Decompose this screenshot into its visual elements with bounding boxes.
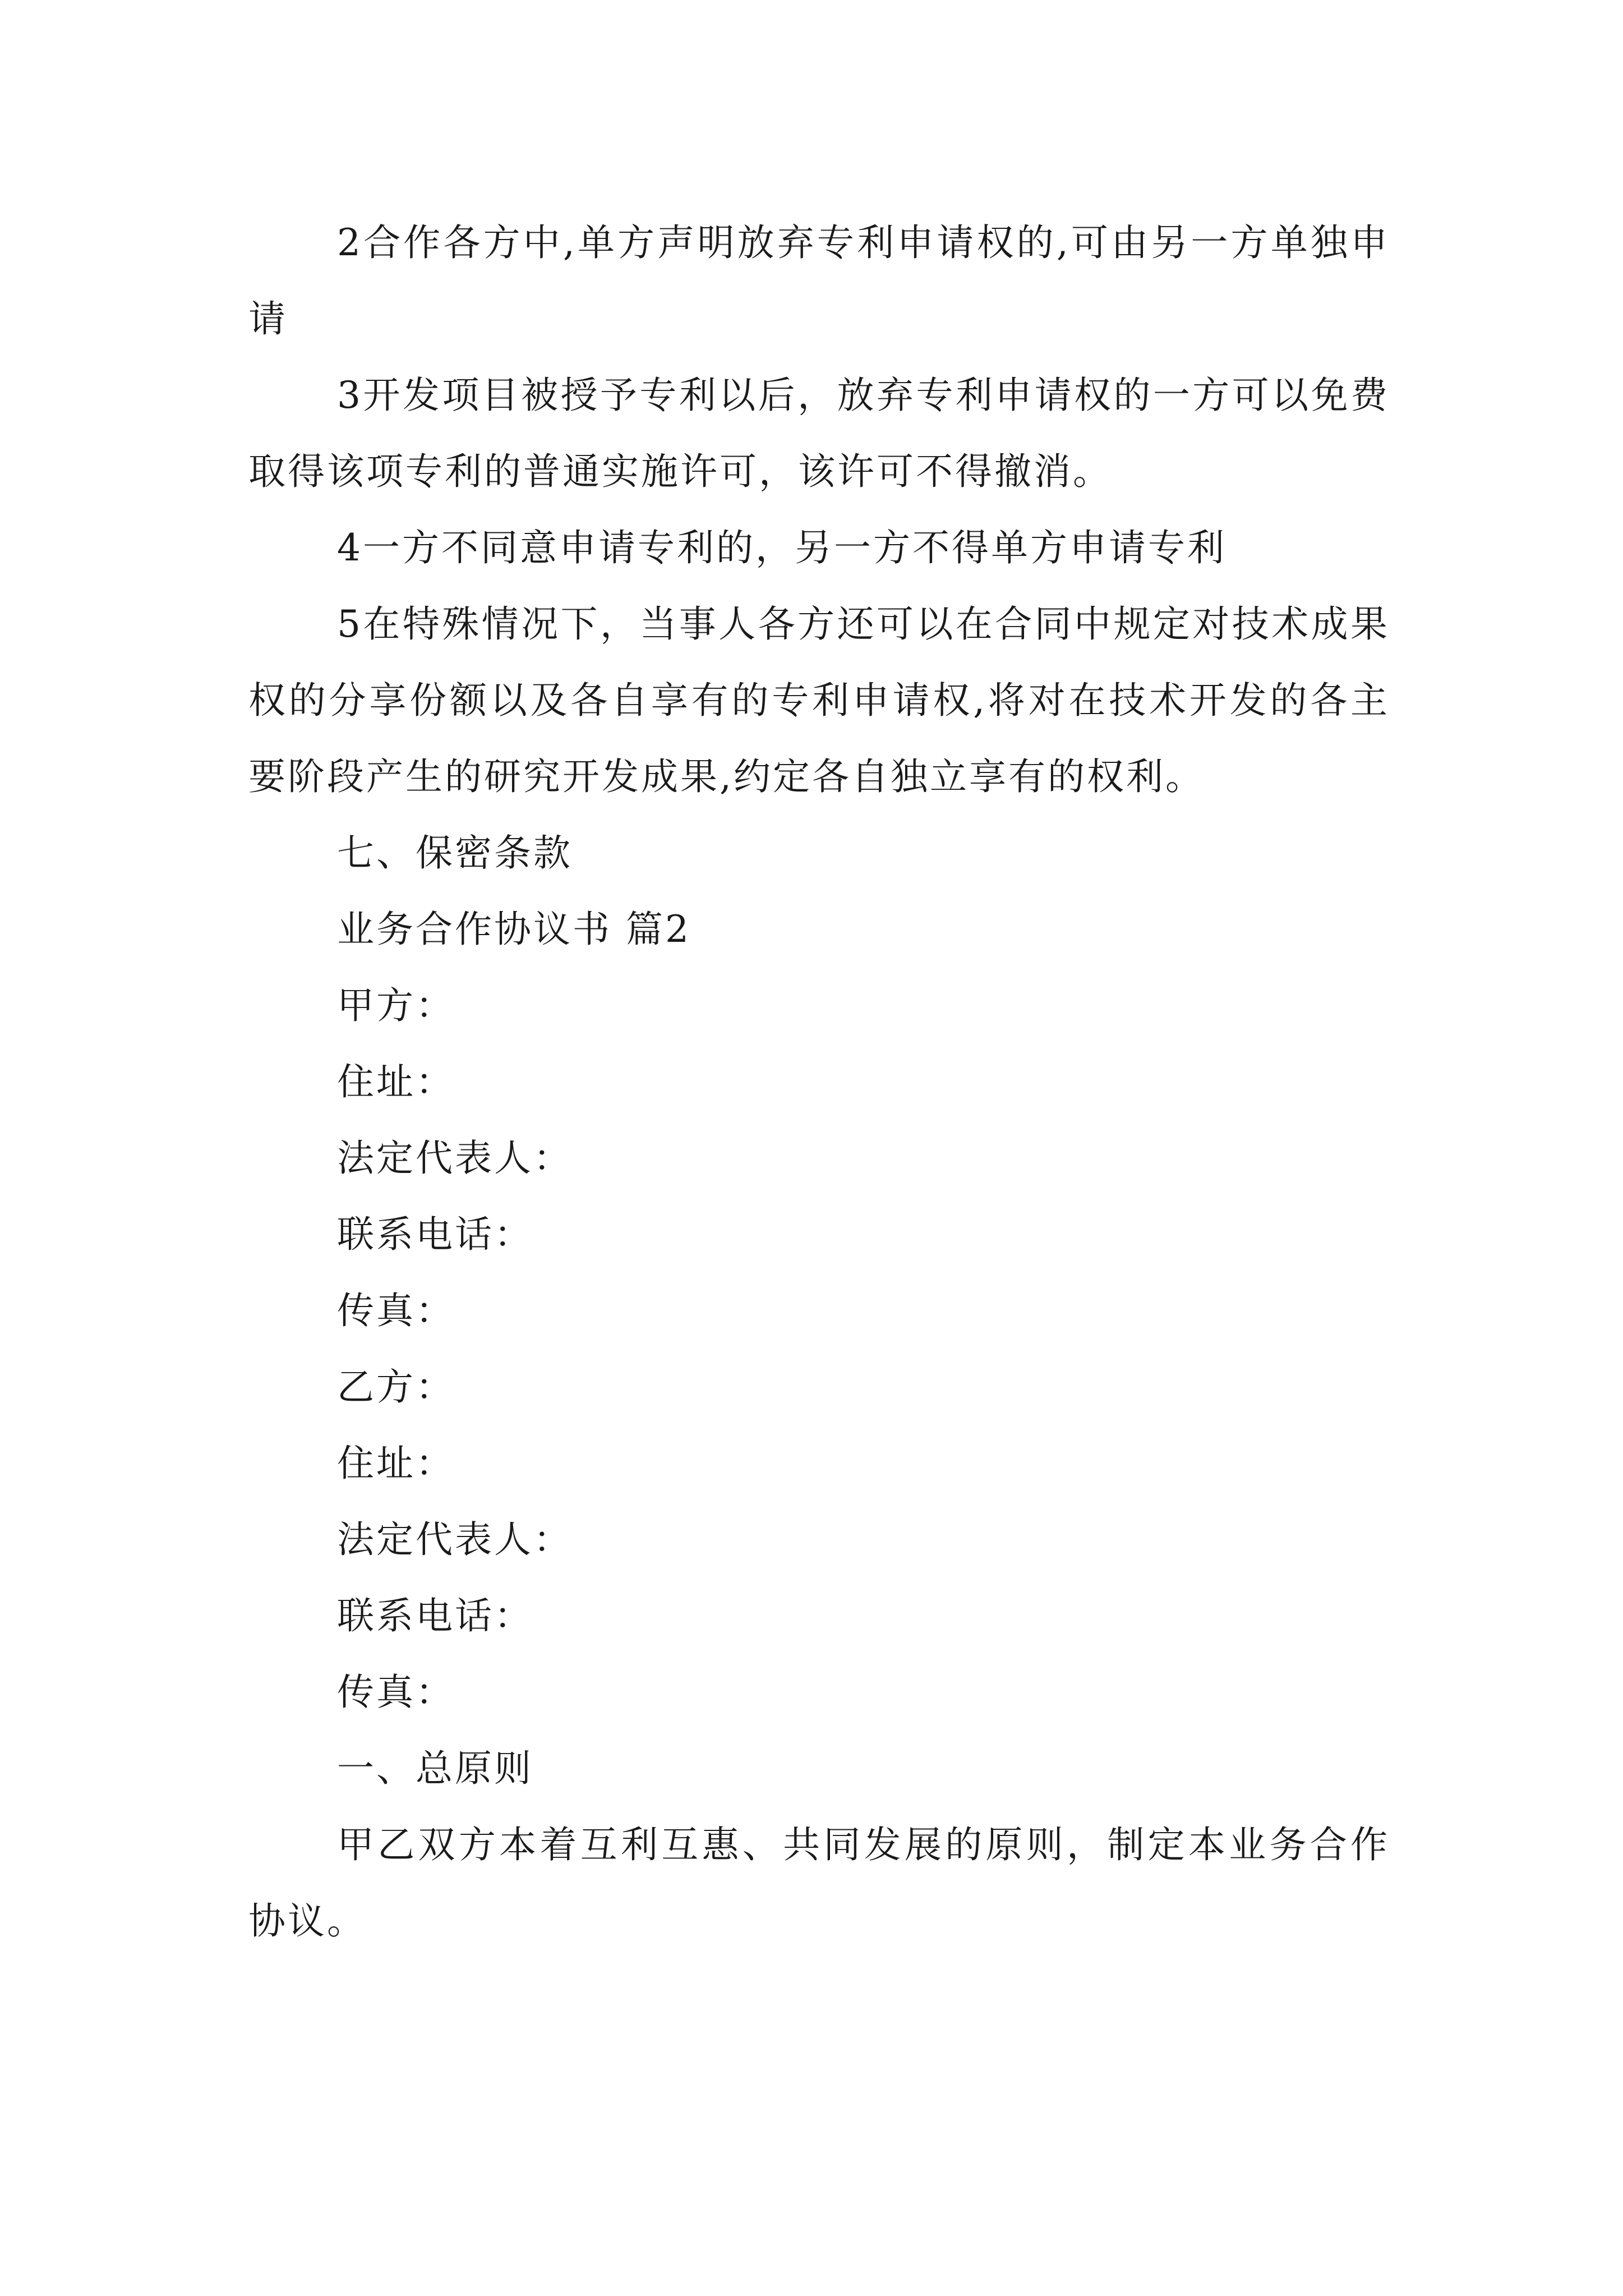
general-principles-paragraph: 甲乙双方本着互利互惠、共同发展的原则，制定本业务合作协议。	[248, 1823, 1390, 1943]
document-body	[248, 205, 1390, 1959]
clause-2-paragraph: 2合作各方中,单方声明放弃专利申请权的,可由另一方单独申请	[248, 221, 1390, 341]
party-b-address-label: 住址：	[337, 1442, 455, 1485]
section-heading-general-principles: 一、总原则	[337, 1747, 533, 1790]
party-b-fax-label: 传真：	[337, 1671, 455, 1714]
party-b-label: 乙方：	[337, 1365, 455, 1409]
clause-4-paragraph: 4一方不同意申请专利的，另一方不得单方申请专利	[337, 526, 1227, 569]
clause-3-paragraph: 3开发项目被授予专利以后，放弃专利申请权的一方可以免费取得该项专利的普通实施许可，该许可不得撤消。	[248, 374, 1390, 493]
party-b-phone-label: 联系电话：	[337, 1594, 533, 1637]
party-a-fax-label: 传真：	[337, 1289, 455, 1332]
party-a-phone-label: 联系电话：	[337, 1213, 533, 1256]
party-a-label: 甲方：	[337, 984, 455, 1027]
party-a-address-label: 住址：	[337, 1060, 455, 1103]
agreement-title: 业务合作协议书 篇2	[337, 908, 691, 951]
party-b-representative-label: 法定代表人：	[337, 1518, 573, 1561]
section-heading-confidentiality: 七、保密条款	[337, 831, 573, 875]
clause-5-paragraph: 5在特殊情况下，当事人各方还可以在合同中规定对技术成果权的分享份额以及各自享有的专利申请权,将对在技术开发的各主要阶段产生的研究开发成果,约定各自独立享有的权利。	[248, 602, 1390, 798]
party-a-representative-label: 法定代表人：	[337, 1137, 573, 1180]
